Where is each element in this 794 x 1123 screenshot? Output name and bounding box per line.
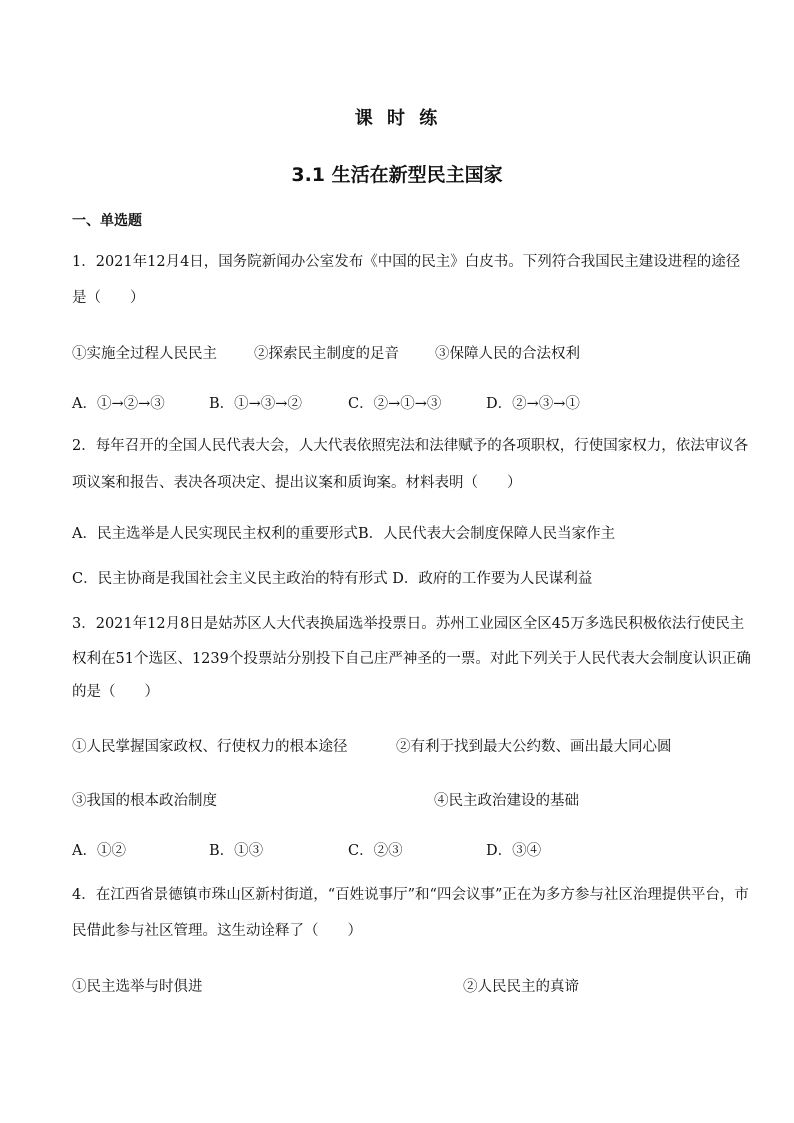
question-3-stem-line-1: 3．2021年12月8日是姑苏区人大代表换届选举投票日。苏州工业园区全区45万多选民积极依法行使民主 bbox=[72, 616, 745, 632]
question-3-stem-line-2: 权利在51个选区、1239个投票站分别投下自己庄严神圣的一票。对此下列关于人民代表大会制度认识正确 bbox=[72, 651, 751, 667]
question-4-statement-1: ①民主选举与时俱进 bbox=[72, 979, 203, 995]
question-4-stem-line-2: 民借此参与社区管理。这生动诠释了（ ） bbox=[72, 923, 362, 939]
page-subtitle: 3.1 生活在新型民主国家 bbox=[291, 164, 503, 186]
question-1-choice-c[interactable]: C．②→①→③ bbox=[348, 396, 442, 412]
question-1-choice-d[interactable]: D．②→③→① bbox=[486, 396, 580, 412]
question-3-choice-b[interactable]: B．①③ bbox=[209, 843, 264, 859]
question-1-stem-line-1: 1．2021年12月4日，国务院新闻办公室发布《中国的民主》白皮书。下列符合我国民主建设进程的途径 bbox=[72, 254, 741, 270]
question-3-statement-4: ④民主政治建设的基础 bbox=[434, 793, 579, 809]
question-1-statement-2: ②探索民主制度的足音 bbox=[254, 346, 399, 362]
question-2-stem-line-2: 项议案和报告、表决各项决定、提出议案和质询案。材料表明（ ） bbox=[72, 475, 522, 491]
question-3-choice-c[interactable]: C．②③ bbox=[348, 843, 403, 859]
question-2-choices-line-2[interactable]: C．民主协商是我国社会主义民主政治的特有形式 D．政府的工作要为人民谋利益 bbox=[72, 571, 593, 587]
question-2-stem-line-1: 2．每年召开的全国人民代表大会，人大代表依照宪法和法律赋予的各项职权，行使国家权力，依法审议各 bbox=[72, 438, 749, 454]
question-2-choices-line-1[interactable]: A．民主选举是人民实现民主权利的重要形式B．人民代表大会制度保障人民当家作主 bbox=[72, 526, 616, 542]
question-3-statement-1: ①人民掌握国家政权、行使权力的根本途径 bbox=[72, 739, 348, 755]
question-3-statement-2: ②有利于找到最大公约数、画出最大同心圆 bbox=[396, 739, 672, 755]
question-1-statement-3: ③保障人民的合法权利 bbox=[435, 346, 580, 362]
question-1-stem-line-2: 是（ ） bbox=[72, 290, 145, 306]
question-3-statement-3: ③我国的根本政治制度 bbox=[72, 793, 217, 809]
question-4-statement-2: ②人民民主的真谛 bbox=[463, 979, 579, 995]
question-1-choice-b[interactable]: B．①→③→② bbox=[209, 396, 302, 412]
question-1-choice-a[interactable]: A．①→②→③ bbox=[72, 396, 165, 412]
question-3-choice-a[interactable]: A．①② bbox=[72, 843, 126, 859]
question-4-stem-line-1: 4．在江西省景德镇市珠山区新村街道，“百姓说事厅”和“四会议事”正在为多方参与社区治理提供平台，市 bbox=[72, 887, 749, 903]
question-1-statement-1: ①实施全过程人民民主 bbox=[72, 346, 217, 362]
page-title: 课 时 练 bbox=[354, 108, 440, 129]
section-heading: 一、单选题 bbox=[72, 213, 142, 229]
question-3-stem-line-3: 的是（ ） bbox=[72, 684, 159, 700]
question-3-choice-d[interactable]: D．③④ bbox=[486, 843, 542, 859]
